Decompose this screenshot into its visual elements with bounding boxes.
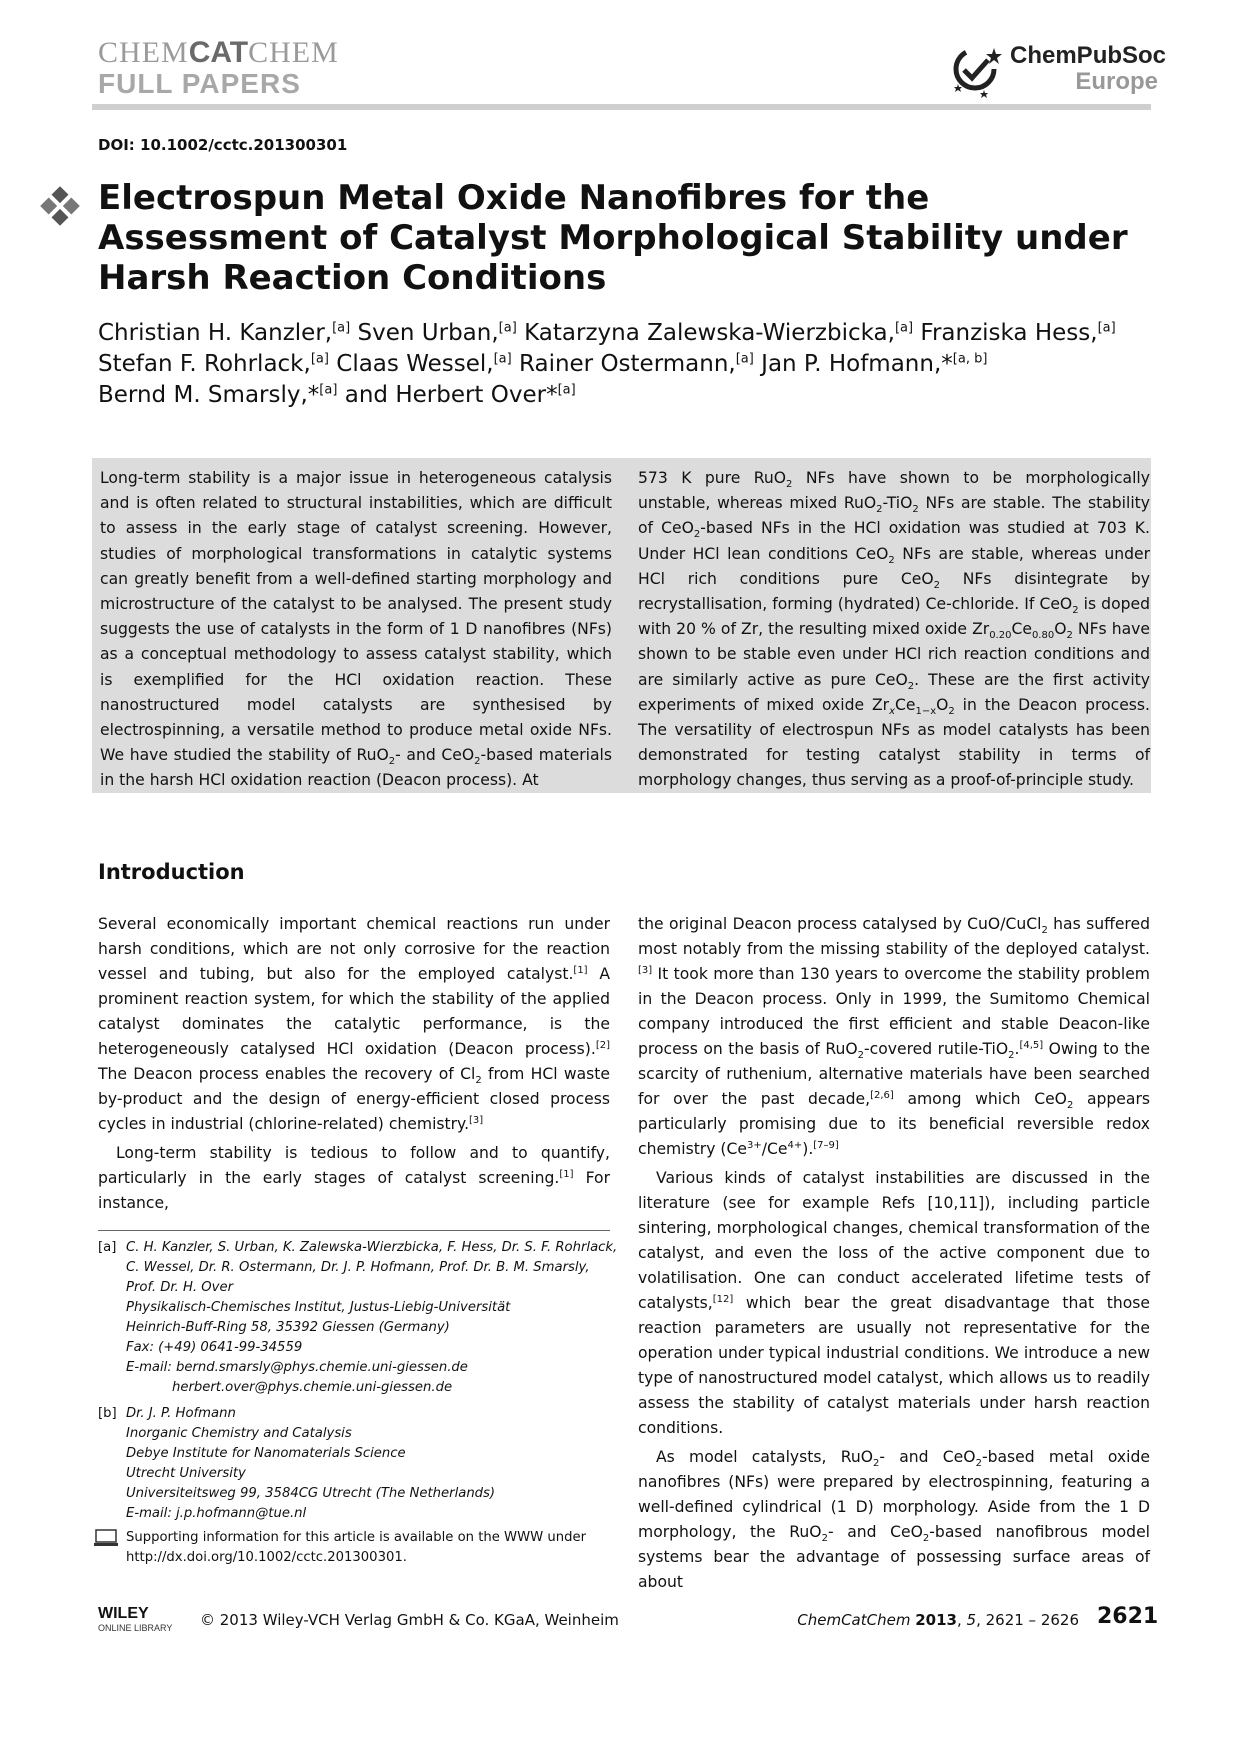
body-left-column	[98, 912, 610, 1216]
doi: DOI: 10.1002/cctc.201300301	[98, 136, 348, 154]
publisher-sub: Europe	[1075, 68, 1158, 95]
author-line-3: Bernd M. Smarsly,*[a] and Herbert Over*[a]	[98, 382, 576, 408]
supporting-info-link[interactable]: http://dx.doi.org/10.1002/cctc.201300301.	[126, 1550, 407, 1565]
section-heading-introduction: Introduction	[98, 860, 245, 884]
publisher-star-icon	[948, 40, 1006, 98]
header-rule	[92, 104, 1151, 110]
publisher-name: ChemPubSoc	[1010, 42, 1167, 69]
copyright: © 2013 Wiley-VCH Verlag GmbH & Co. KGaA, Weinheim	[200, 1611, 619, 1629]
abstract-right: 573 K pure RuO$_2$ NFs have shown to be morphologically unstable, whereas mixed RuO$_2$-TiO$_2$ NFs are stable. The stability of CeO$_2$-based NFs in the HCl oxidation was studied at 703 K. Under HCl lean conditions CeO$_2$ NFs are stable, whereas under HCl rich conditions pure CeO$_2$ NFs disintegrate by recrystallisation, forming (hydrated) Ce-chloride. If CeO$_2$ is doped with 20 % of Zr, the resulting mixed oxide $Zr_{0.20}Ce_{0.80}O_2$ NFs have shown to be stable even under HCl rich reaction conditions and are similarly active as pure CeO$_2$. These are the first activity experiments of mixed oxide $Zr_xCe_{1-x}O_2$ in the Deacon process. The versatility of electrospun NFs as model catalysts has been demonstrated for testing catalyst stability in terms of morphology changes, thus serving as a proof-of-principle study.	[638, 469, 1151, 790]
footnote-rule	[98, 1230, 610, 1231]
article-tag-icon	[38, 184, 82, 228]
author-line-2: Stefan F. Rohrlack,[a] Claas Wessel,[a] Rainer Ostermann,[a] Jan P. Hofmann,*[a, b]	[98, 351, 988, 377]
supporting-info: Supporting information for this article is available on the WWW under http://dx.doi.org/10.1002/cctc.201300301.	[94, 1528, 614, 1568]
paragraph: As model catalysts, RuO$_2$- and CeO$_2$-based metal oxide nanofibres (NFs) were prepared by electrospinning, featuring a well-defined cylindrical (1 D) morphology. Aside from the 1 D morphology, the RuO$_2$- and CeO$_2$-based nanofibrous model systems bear the advantage of possessing surface areas of about	[638, 1448, 1151, 1591]
abstract-left: Long-term stability is a major issue in heterogeneous catalysis and is often related to structural instabilities, which are difficult to assess in the early stage of catalyst screening. However, studies of morphological transformations in catalytic systems can greatly benefit from a well-defined starting morphology and microstructure of the catalyst to be analysed. The present study suggests the use of catalysts in the form of 1 D nanofibres (NFs) as a conceptual methodology to assess catalyst stability, which is exemplified for the HCl oxidation reaction. These nanostructured model catalysts are synthesised by electrospinning, a versatile method to produce metal oxide NFs. We have studied the stability of RuO$_2$- and CeO$_2$-based materials in the harsh HCl oxidation reaction (Deacon process). At	[100, 469, 612, 790]
affiliations	[98, 1238, 618, 1530]
section-label: FULL PAPERS	[98, 68, 301, 99]
wiley-logo: WILEY ONLINE LIBRARY	[98, 1605, 173, 1633]
paragraph: Long-term stability is tedious to follow and to quantify, particularly in the early stages of catalyst screening.[1] For instance,	[98, 1144, 610, 1212]
journal-name: CHEMCATCHEM	[98, 36, 339, 69]
paragraph: Several economically important chemical reactions run under harsh conditions, which are not only corrosive for the reaction vessel and tubing, but also for the employed catalyst.[1] A prominent reaction system, for which the stability of the applied catalyst dominates the catalytic performance, is the heterogeneously catalysed HCl oxidation (Deacon process).[2] The Deacon process enables the recovery of $Cl_2$ from HCl waste by-product and the design of energy-efficient closed process cycles in industrial (chlorine-related) chemistry.[3]	[98, 915, 610, 1133]
affiliation-a: [a] C. H. Kanzler, S. Urban, K. Zalewska-Wierzbicka, F. Hess, Dr. S. F. Rohrlack, C. Wessel, Dr. R. Ostermann, Dr. J. P. Hofmann, Prof. Dr. B. M. Smarsly, Prof. Dr. H. Over Physikalisch-Chemisches Institut, Justus-Liebig-Universität Heinrich-Buff-Ring 58, 35392 Giessen (Germany) Fax: (+49) 0641-99-34559 E-mail: bernd.smarsly@phys.chemie.uni-giessen.de herbert.over@phys.chemie.uni-giessen.de	[98, 1240, 618, 1395]
citation: ChemCatChem 2013, 5, 2621 – 2626	[797, 1611, 1079, 1629]
body-right-column	[638, 912, 1150, 1595]
article-title: Electrospun Metal Oxide Nanofibres for the Assessment of Catalyst Morphological Stability under Harsh Reaction Conditions	[98, 178, 1128, 298]
abstract-box	[92, 458, 1151, 793]
author-list	[98, 318, 1158, 411]
affiliation-b: [b] Dr. J. P. Hofmann Inorganic Chemistry and Catalysis Debye Institute for Nanomaterials Science Utrecht University Universiteitsweg 99, 3584CG Utrecht (The Netherlands) E-mail: j.p.hofmann@tue.nl	[98, 1406, 496, 1521]
author-line-1: Christian H. Kanzler,[a] Sven Urban,[a] Katarzyna Zalewska-Wierzbicka,[a] Franziska Hess,[a]	[98, 320, 1116, 346]
paragraph: the original Deacon process catalysed by CuO/CuCl$_2$ has suffered most notably from the missing stability of the deployed catalyst.[3] It took more than 130 years to overcome the stability problem in the Deacon process. Only in 1999, the Sumitomo Chemical company introduced the first efficient and stable Deacon-like process on the basis of RuO$_2$-covered rutile-TiO$_2$.[4,5] Owing to the scarcity of ruthenium, alternative materials have been searched for over the past decade,[2,6] among which CeO$_2$ appears particularly promising due to its beneficial reversible redox chemistry $(Ce^{3+}/Ce^{4+}).[7-9]$	[638, 915, 1150, 1158]
paragraph: Various kinds of catalyst instabilities are discussed in the literature (see for example Refs [10,11]), including particle sintering, morphological changes, chemical transformation of the catalyst, and even the loss of the active component due to volatilisation. One can conduct accelerated lifetime tests of catalysts,[12] which bear the great disadvantage that those reaction parameters are usually not representative for the operation under typical industrial conditions. We introduce a new type of nanostructured model catalyst, which allows us to readily assess the stability of catalyst materials under harsh reaction conditions.	[638, 1169, 1150, 1437]
page-number: 2621	[1097, 1604, 1159, 1629]
computer-icon	[94, 1529, 118, 1547]
publisher-logo	[948, 40, 1167, 98]
